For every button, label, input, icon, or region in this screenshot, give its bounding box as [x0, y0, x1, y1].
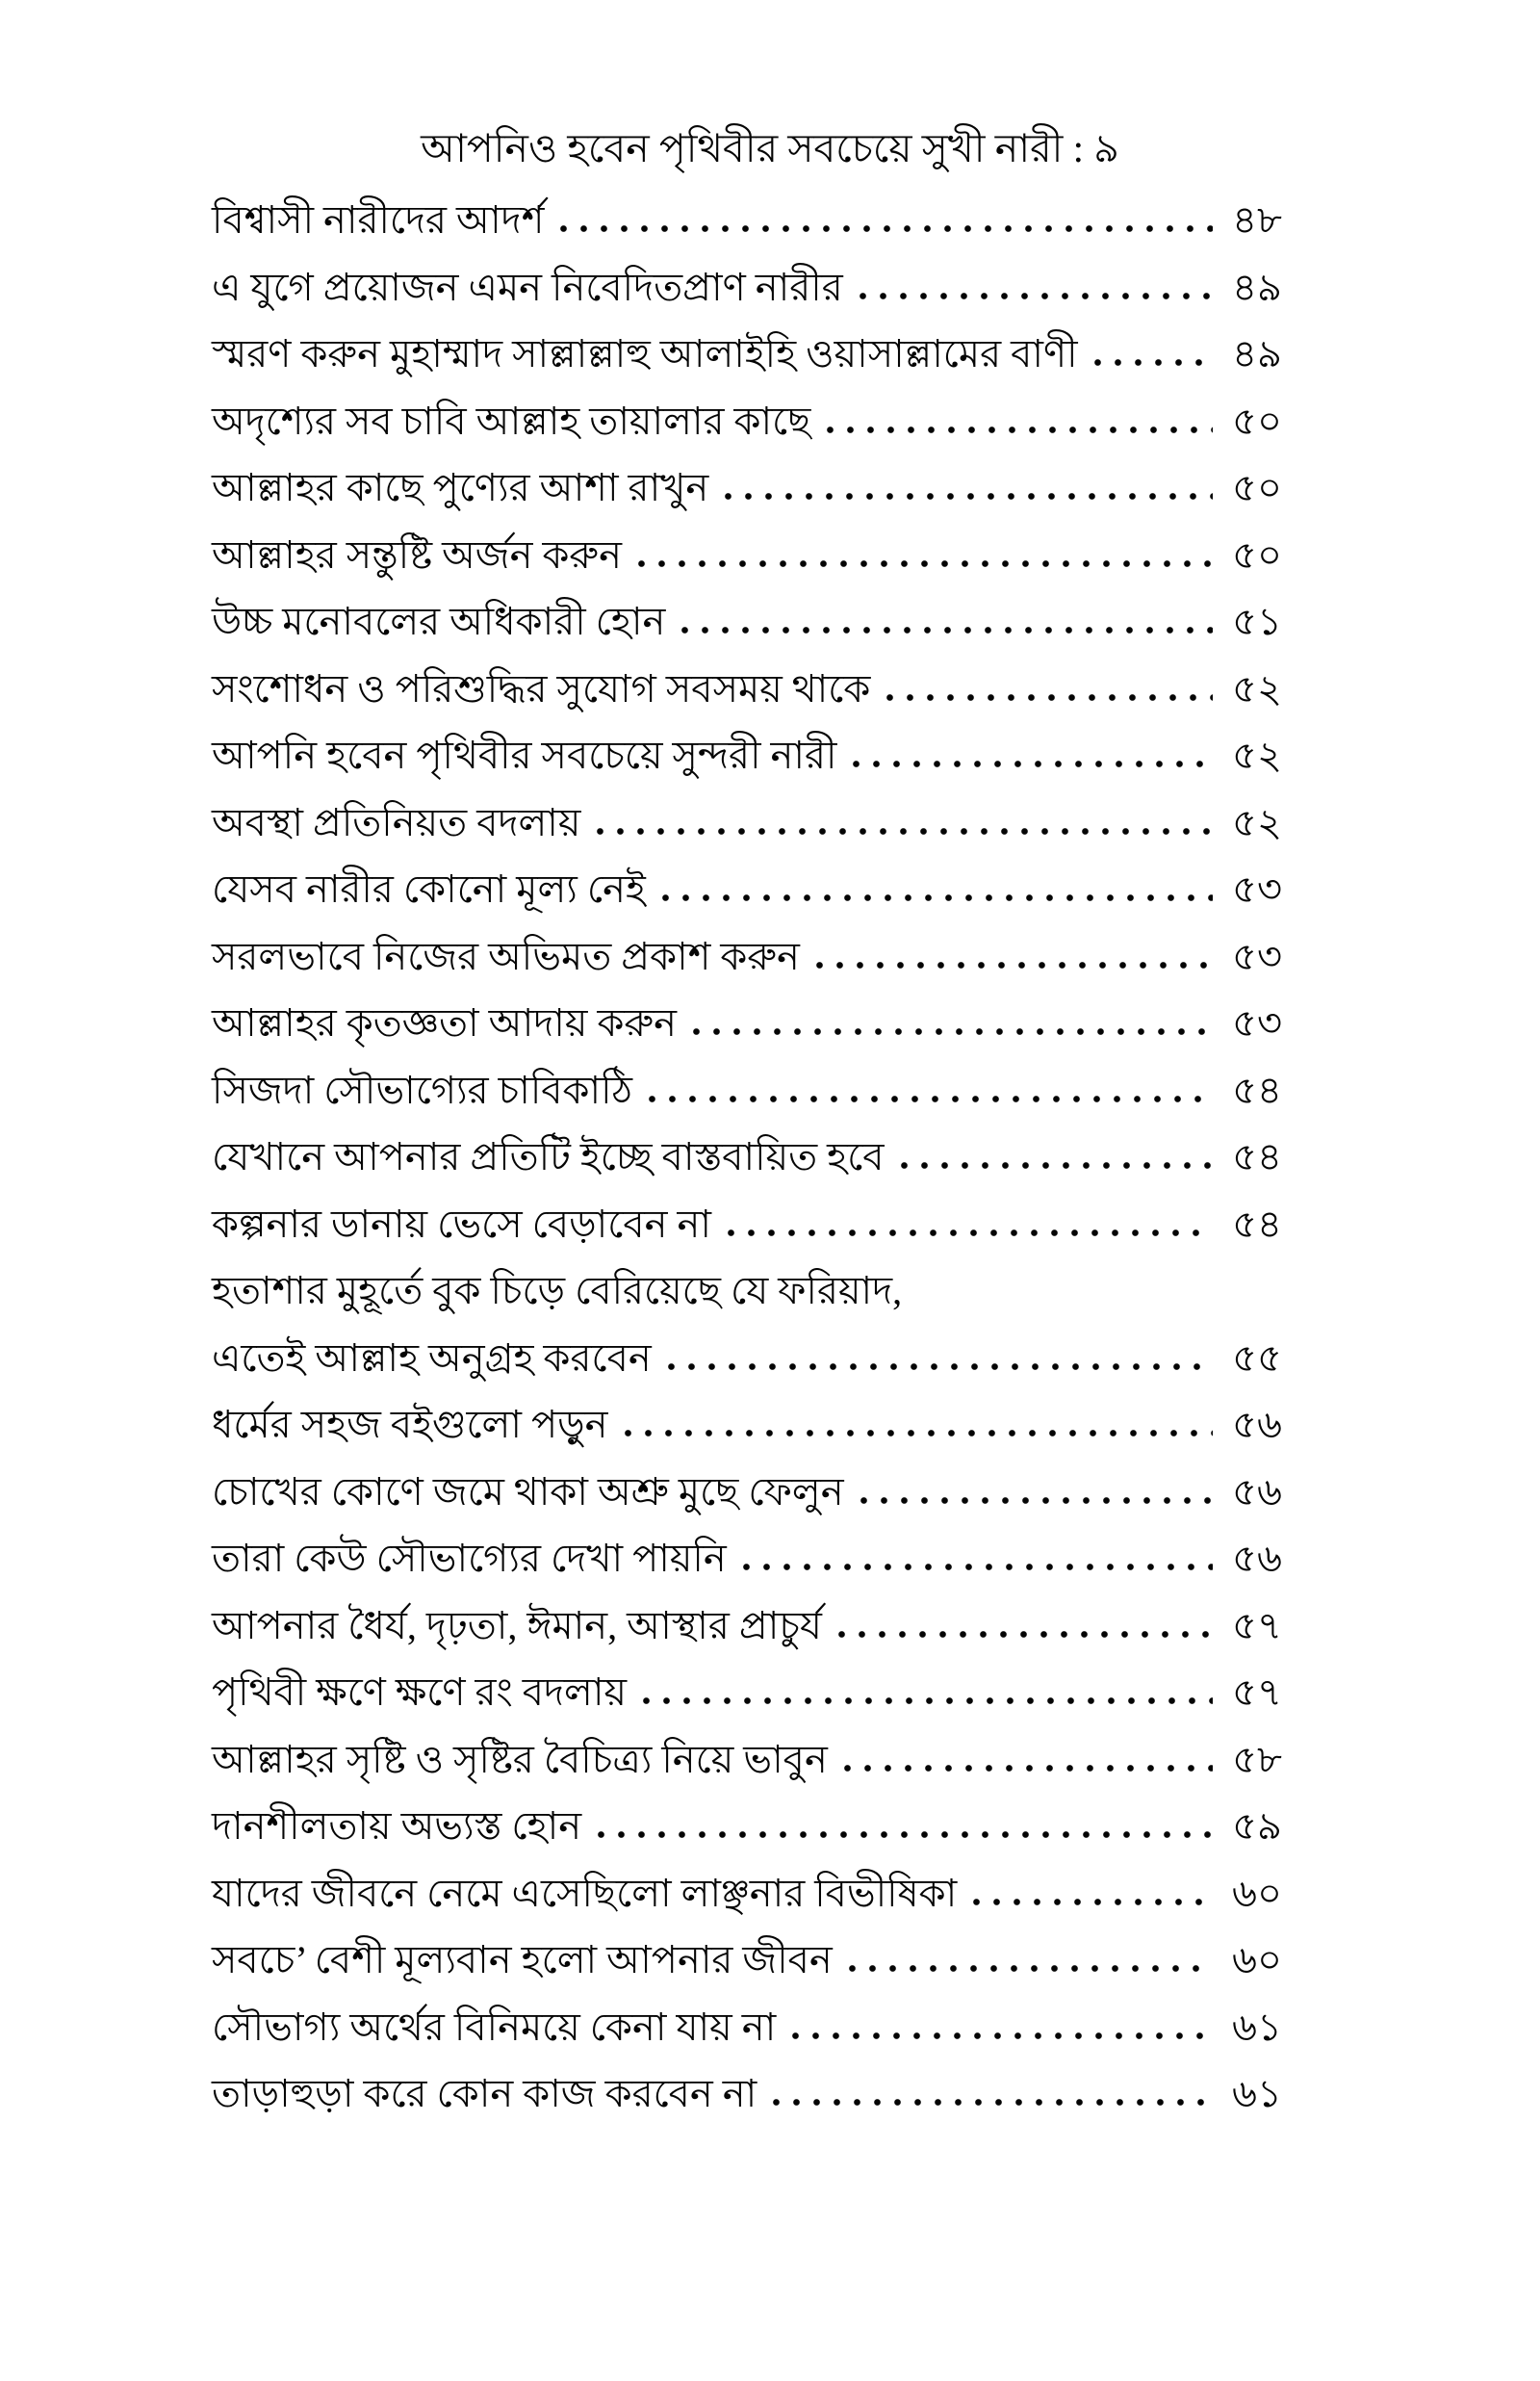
dotted-leader [553, 224, 1213, 233]
dotted-leader [718, 492, 1213, 501]
toc-entry [212, 1056, 1282, 1124]
dotted-leader [655, 893, 1213, 902]
toc-entry-title: অদৃশ্যের সব চাবি আল্লাহ তায়ালার কাছে [212, 399, 811, 443]
dotted-leader [736, 1563, 1213, 1571]
toc-entry-title: হতাশার মুহূর্তে বুক চিড়ে বেরিয়েছে যে ফরিয়াদ, [212, 1269, 903, 1313]
toc-list [212, 186, 1282, 2127]
toc-entry [212, 655, 1282, 722]
dotted-leader [1088, 358, 1213, 367]
toc-entry-page: ৫০ [1232, 466, 1282, 510]
dotted-leader [618, 1429, 1213, 1437]
toc-entry-page: ৫২ [1232, 734, 1282, 778]
toc-entry [212, 186, 1282, 253]
dotted-leader [686, 1027, 1213, 1036]
toc-entry-page: ৫০ [1232, 532, 1282, 577]
toc-entry-title: স্মরণ করুন মুহাম্মাদ সাল্লাল্লাহু আলাইহি ওয়াসাল্লামের বাণী [212, 332, 1078, 376]
toc-entry-title: আপনি হবেন পৃথিবীর সবচেয়ে সুন্দরী নারী [212, 734, 837, 778]
dotted-leader [785, 2032, 1213, 2040]
toc-entry-title: সৌভাগ্য অর্থের বিনিময়ে কেনা যায় না [212, 2005, 777, 2049]
toc-entry [212, 387, 1282, 454]
toc-entry [212, 1190, 1282, 1257]
toc-entry-page: ৫৫ [1232, 1335, 1282, 1380]
toc-entry-page: ৫৬ [1232, 1469, 1282, 1514]
toc-entry-page: ৫২ [1232, 666, 1282, 711]
toc-entry [212, 855, 1282, 922]
toc-entry-title: দানশীলতায় অভ্যস্ত হোন [212, 1804, 582, 1849]
toc-entry [212, 1658, 1282, 1725]
toc-entry-page: ৬০ [1231, 1938, 1282, 1982]
dotted-leader [842, 1964, 1213, 1973]
toc-entry-page: ৬১ [1232, 2005, 1282, 2049]
toc-entry-page: ৫৮ [1232, 1737, 1282, 1781]
toc-entry [212, 1993, 1282, 2060]
toc-entry [212, 253, 1282, 321]
toc-entry-page: ৪৯ [1232, 332, 1282, 376]
toc-entry-page: ৫৭ [1232, 1670, 1282, 1715]
toc-entry [212, 1859, 1282, 1927]
dotted-leader [853, 292, 1213, 300]
toc-entry-title: আল্লাহর কৃতজ্ঞতা আদায় করুন [212, 1001, 678, 1046]
toc-entry-title: তারা কেউ সৌভাগ্যের দেখা পায়নি [212, 1537, 727, 1581]
toc-entry-title: সবচে’ বেশী মূল্যবান হলো আপনার জীবন [212, 1938, 833, 1982]
toc-entry-title: যেখানে আপনার প্রতিটি ইচ্ছে বাস্তবায়িত হবে [212, 1135, 885, 1179]
dotted-leader [832, 1630, 1213, 1639]
toc-entry [212, 1458, 1282, 1525]
dotted-leader [966, 1898, 1213, 1906]
toc-entry-title: অবস্থা প্রতিনিয়ত বদলায় [212, 800, 581, 844]
toc-entry-title: আল্লাহর সৃষ্টি ও সৃষ্টির বৈচিত্র্য নিয়ে ভাবুন [212, 1737, 828, 1781]
toc-entry-title: আল্লাহর সন্তুষ্টি অর্জন করুন [212, 532, 622, 577]
toc-entry-page: ৫৩ [1232, 1001, 1282, 1046]
dotted-leader [675, 626, 1213, 634]
toc-entry [212, 789, 1282, 856]
toc-entry-title: এ যুগে প্রয়োজন এমন নিবেদিতপ্রাণ নারীর [212, 265, 843, 309]
toc-entry [212, 453, 1282, 521]
toc-entry-title: বিশ্বাসী নারীদের আদর্শ [212, 198, 545, 243]
toc-entry-title: যাদের জীবনে নেমে এসেছিলো লাঞ্ছনার বিভীষিকা [212, 1871, 958, 1915]
dotted-leader [636, 1696, 1213, 1705]
toc-entry-title: যেসব নারীর কোনো মূল্য নেই [212, 867, 646, 912]
toc-entry [212, 587, 1282, 655]
dotted-leader [661, 1362, 1213, 1371]
toc-entry-title: সংশোধন ও পরিশুদ্ধির সুযোগ সবসময় থাকে [212, 666, 871, 711]
toc-entry-title: আল্লাহর কাছে পুণ্যের আশা রাখুন [212, 466, 709, 510]
toc-entry [212, 2059, 1282, 2127]
dotted-leader [642, 1095, 1213, 1103]
toc-entry-page: ৫১ [1232, 600, 1282, 644]
toc-entry-page: ৫৬ [1232, 1537, 1282, 1581]
toc-entry-page: ৫৭ [1232, 1603, 1282, 1647]
dotted-leader [809, 961, 1213, 970]
toc-entry-page: ৫০ [1232, 399, 1282, 443]
toc-entry-page: ৬১ [1232, 2072, 1282, 2116]
toc-entry [212, 1725, 1282, 1793]
dotted-leader [820, 426, 1213, 434]
toc-entry-title: সরলভাবে নিজের অভিমত প্রকাশ করুন [212, 934, 800, 978]
toc-entry [212, 1390, 1282, 1458]
dotted-leader [591, 1830, 1213, 1839]
toc-entry-page: ৫৬ [1232, 1403, 1282, 1447]
toc-entry [212, 320, 1282, 387]
toc-entry-page: ৪৯ [1232, 265, 1282, 309]
toc-entry-page: ৫৩ [1232, 934, 1282, 978]
dotted-leader [837, 1764, 1213, 1773]
toc-entry-page: ৪৮ [1232, 198, 1282, 243]
toc-entry [212, 922, 1282, 990]
toc-entry [212, 1926, 1282, 1993]
toc-entry-title: তাড়াহুড়া করে কোন কাজ করবেন না [212, 2072, 757, 2116]
toc-entry [212, 1256, 1282, 1324]
toc-entry [212, 1524, 1282, 1592]
toc-entry-title: আপনার ধৈর্য, দৃঢ়তা, ঈমান, আস্থার প্রাচুর্য [212, 1603, 822, 1647]
toc-entry-title: চোখের কোণে জমে থাকা অশ্রু মুছে ফেলুন [212, 1469, 844, 1514]
dotted-leader [846, 760, 1213, 768]
toc-entry [212, 1592, 1282, 1659]
toc-entry [212, 521, 1282, 588]
toc-entry [212, 1324, 1282, 1391]
toc-entry [212, 1792, 1282, 1859]
toc-entry-page: ৫২ [1232, 800, 1282, 844]
toc-entry-title: উচ্চ মনোবলের অধিকারী হোন [212, 600, 666, 644]
dotted-leader [721, 1229, 1213, 1237]
toc-entry-page: ৫৪ [1232, 1202, 1282, 1246]
toc-entry-page: ৫৪ [1232, 1068, 1282, 1112]
dotted-leader [590, 827, 1213, 836]
dotted-leader [766, 2098, 1213, 2107]
toc-entry-title: সিজদা সৌভাগ্যের চাবিকাঠি [212, 1068, 632, 1112]
dotted-leader [854, 1496, 1213, 1505]
dotted-leader [631, 559, 1213, 568]
toc-entry-title: কল্পনার ডানায় ভেসে বেড়াবেন না [212, 1202, 711, 1246]
toc-entry-title: এতেই আল্লাহ অনুগ্রহ করবেন [212, 1335, 652, 1380]
dotted-leader [894, 1161, 1213, 1170]
toc-entry-page: ৫৪ [1232, 1135, 1282, 1179]
toc-entry-title: পৃথিবী ক্ষণে ক্ষণে রং বদলায় [212, 1670, 628, 1715]
toc-entry-page: ৫৩ [1232, 867, 1282, 912]
toc-entry-page: ৬০ [1231, 1871, 1282, 1915]
toc-entry-title: ধর্মের সহজ বইগুলো পড়ুন [212, 1403, 608, 1447]
toc-entry [212, 1123, 1282, 1190]
toc-entry-page: ৫৯ [1232, 1804, 1282, 1849]
toc-entry [212, 989, 1282, 1056]
toc-entry [212, 721, 1282, 789]
dotted-leader [880, 693, 1213, 702]
running-header: আপনিও হবেন পৃথিবীর সবচেয়ে সুখী নারী : ৯ [421, 126, 1119, 170]
